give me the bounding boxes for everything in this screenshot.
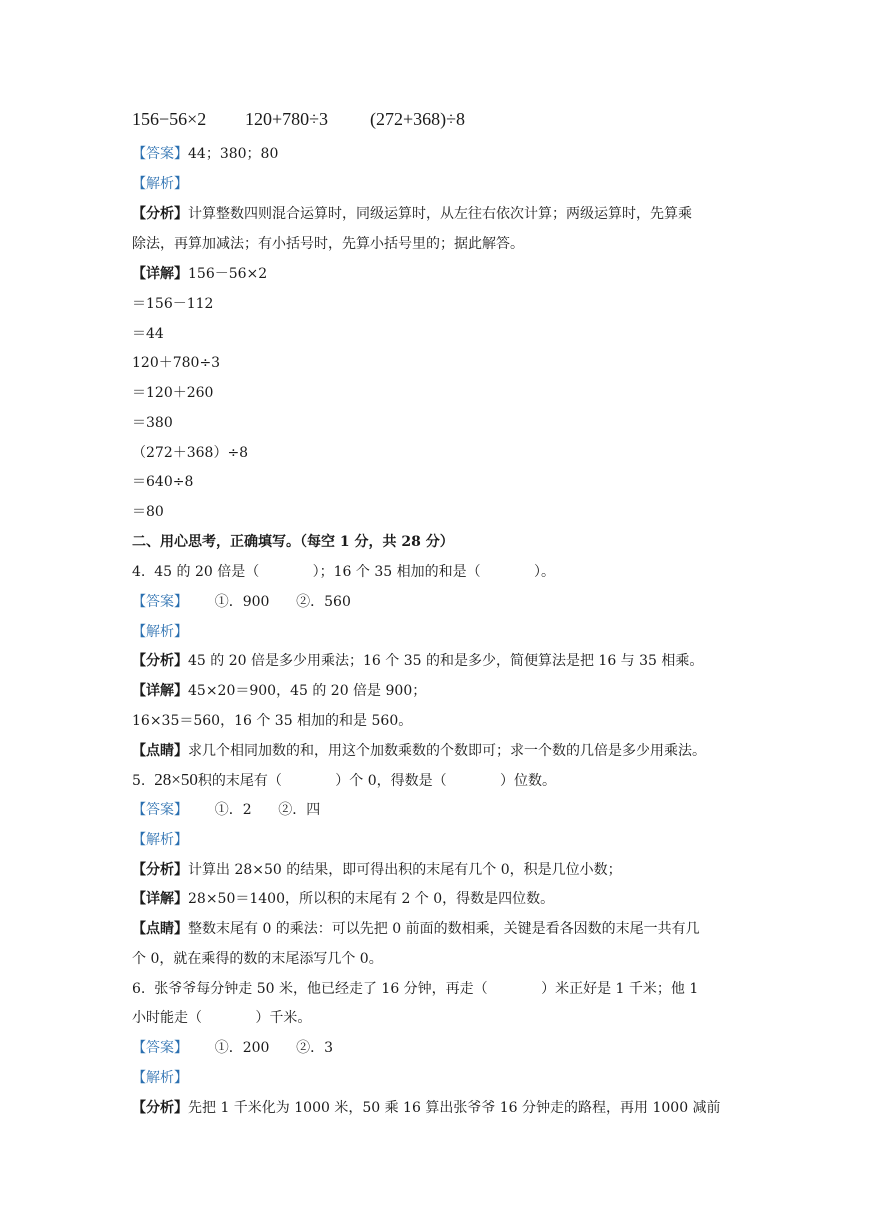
answer-tag: 【答案】 xyxy=(132,594,188,610)
question-text: 积的末尾有（ ）个 0，得数是（ ）位数。 xyxy=(197,773,557,789)
detail-step: 156－56×2 xyxy=(188,266,268,282)
fenxi-tag: 【分析】 xyxy=(132,862,188,878)
analysis-tag: 【解析】 xyxy=(132,1070,188,1086)
fenxi-text: 45 的 20 倍是多少用乘法；16 个 35 的和是多少，简便算法是把 16 与 35 相乘。 xyxy=(188,653,704,669)
detail-step: （272＋368）÷8 xyxy=(132,445,249,461)
fenxi-text: 计算出 28×50 的结果，即可得出积的末尾有几个 0，积是几位小数； xyxy=(188,862,622,878)
analysis-tag: 【解析】 xyxy=(132,832,188,848)
question-expression: 28×50 xyxy=(154,770,198,789)
answer-text: 44；380；80 xyxy=(188,146,279,162)
answer-tag: 【答案】 xyxy=(132,146,188,162)
dianjing-tag: 【点睛】 xyxy=(132,921,188,937)
answer-text: ①．200 ②．3 xyxy=(188,1040,334,1056)
question-4: 4. 45 的 20 倍是（ ）；16 个 35 相加的和是（ ）。 xyxy=(132,564,556,580)
detail-tag: 【详解】 xyxy=(132,891,188,907)
answer-tag: 【答案】 xyxy=(132,802,188,818)
expression-3: (272+368)÷8 xyxy=(370,109,466,129)
detail-tag: 【详解】 xyxy=(132,683,188,699)
dianjing-row xyxy=(132,741,706,761)
fenxi-tag: 【分析】 xyxy=(132,1100,188,1116)
fenxi-tag: 【分析】 xyxy=(132,206,188,222)
dianjing-text: 求几个相同加数的和，用这个加数乘数的个数即可；求一个数的几倍是多少用乘法。 xyxy=(188,743,706,759)
question-6-line-2: 小时能走（ ）千米。 xyxy=(132,1010,312,1026)
analysis-tag: 【解析】 xyxy=(132,624,188,640)
detail-step: ＝120＋260 xyxy=(132,385,214,401)
question-6-line-1: 6. 张爷爷每分钟走 50 米，他已经走了 16 分钟，再走（ ）米正好是 1 千米；他 1 xyxy=(132,981,699,997)
dianjing-text: 个 0，就在乘得的数的末尾添写几个 0。 xyxy=(132,951,383,967)
dianjing-row xyxy=(132,919,700,939)
fenxi-row xyxy=(132,651,703,671)
detail-row xyxy=(132,264,267,284)
detail-row xyxy=(132,889,554,909)
detail-step: 120＋780÷3 xyxy=(132,355,221,371)
answer-row-p5 xyxy=(132,800,320,820)
dianjing-tag: 【点睛】 xyxy=(132,743,188,759)
analysis-tag: 【解析】 xyxy=(132,176,188,192)
detail-text: 16×35＝560，16 个 35 相加的和是 560。 xyxy=(132,713,413,729)
question-number: 5. xyxy=(132,773,146,789)
answer-row-p4 xyxy=(132,592,351,612)
expression-1: 156−56×2 xyxy=(132,109,207,129)
detail-step: ＝44 xyxy=(132,326,164,342)
answer-row-p6 xyxy=(132,1038,333,1058)
fenxi-row xyxy=(132,860,622,880)
detail-step: ＝80 xyxy=(132,504,164,520)
fenxi-text: 先把 1 千米化为 1000 米，50 乘 16 算出张爷爷 16 分钟走的路程，再用 1000 减前 xyxy=(188,1100,721,1116)
question-5 xyxy=(132,770,556,791)
answer-text: ①．2 ②．四 xyxy=(188,802,321,818)
section-heading: 二、用心思考，正确填写。（每空 1 分，共 28 分） xyxy=(132,534,454,550)
detail-step: ＝380 xyxy=(132,415,173,431)
fenxi-row-1 xyxy=(132,204,692,224)
answer-row-p3 xyxy=(132,144,278,164)
detail-step: ＝640÷8 xyxy=(132,474,194,490)
fenxi-tag: 【分析】 xyxy=(132,653,188,669)
expression-2: 120+780÷3 xyxy=(245,109,329,129)
detail-text: 45×20＝900，45 的 20 倍是 900； xyxy=(188,683,427,699)
detail-row xyxy=(132,681,426,701)
detail-tag: 【详解】 xyxy=(132,266,188,282)
answer-text: ①．900 ②．560 xyxy=(188,594,351,610)
dianjing-text: 整数末尾有 0 的乘法：可以先把 0 前面的数相乘，关键是看各因数的末尾一共有几 xyxy=(188,921,700,937)
fenxi-row-2: 除法，再算加减法；有小括号时，先算小括号里的；据此解答。 xyxy=(132,236,524,252)
detail-text: 28×50＝1400，所以积的末尾有 2 个 0，得数是四位数。 xyxy=(188,891,555,907)
answer-tag: 【答案】 xyxy=(132,1040,188,1056)
detail-step: ＝156－112 xyxy=(132,296,214,312)
fenxi-text: 计算整数四则混合运算时，同级运算时，从左往右依次计算；两级运算时，先算乘 xyxy=(188,206,692,222)
fenxi-row xyxy=(132,1098,721,1118)
